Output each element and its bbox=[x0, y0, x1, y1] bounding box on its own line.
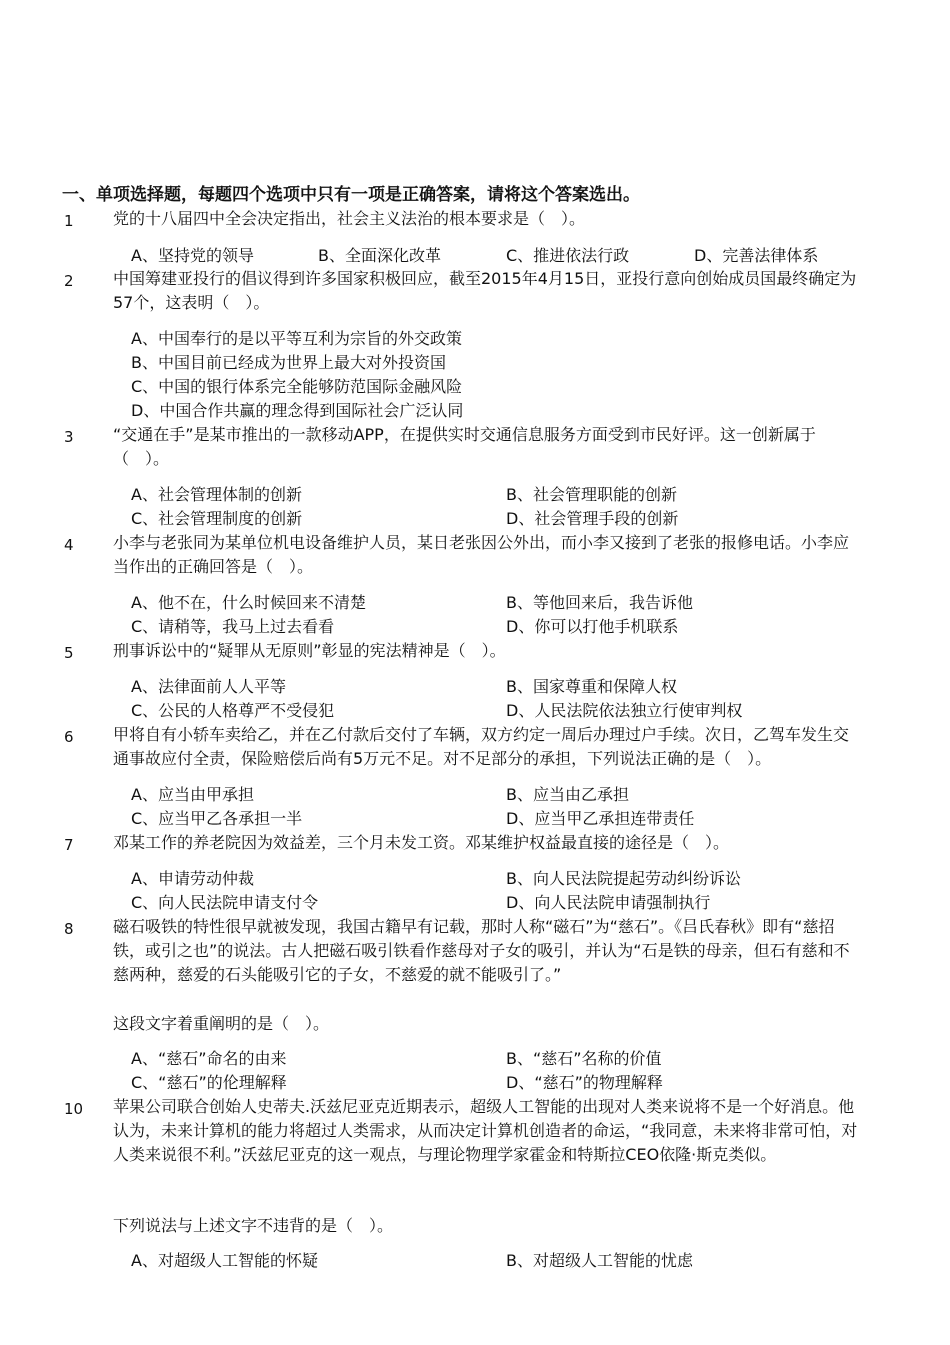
option: C、“慈石”的伦理解释 bbox=[131, 1073, 287, 1092]
option: B、社会管理职能的创新 bbox=[506, 485, 677, 504]
question-text: “交通在手”是某市推出的一款移动APP，在提供实时交通信息服务方面受到市民好评。这一创新属于（ ）。 bbox=[113, 425, 816, 468]
question-number: 2 bbox=[64, 272, 74, 290]
question-number: 7 bbox=[64, 836, 74, 854]
option: A、“慈石”命名的由来 bbox=[131, 1049, 287, 1068]
option: D、完善法律体系 bbox=[694, 246, 819, 265]
option: B、等他回来后，我告诉他 bbox=[506, 593, 693, 612]
question-text: 小李与老张同为某单位机电设备维护人员，某日老张因公外出，而小李又接到了老张的报修电话。小李应当作出的正确回答是（ ）。 bbox=[113, 533, 850, 576]
option: B、向人民法院提起劳动纠纷诉讼 bbox=[506, 869, 741, 888]
option: C、中国的银行体系完全能够防范国际金融风险 bbox=[131, 377, 463, 396]
option: A、应当由甲承担 bbox=[131, 785, 254, 804]
question-number: 5 bbox=[64, 644, 74, 662]
question-text: 甲将自有小轿车卖给乙，并在乙付款后交付了车辆，双方约定一周后办理过户手续。次日，乙驾车发生交通事故应付全责，保险赔偿后尚有5万元不足。对不足部分的承担，下列说法正确的是（ ）。 bbox=[113, 725, 850, 768]
option: B、全面深化改革 bbox=[318, 246, 441, 265]
option: C、请稍等，我马上过去看看 bbox=[131, 617, 335, 636]
option: C、应当甲乙各承担一半 bbox=[131, 809, 303, 828]
option: B、应当由乙承担 bbox=[506, 785, 629, 804]
option: A、法律面前人人平等 bbox=[131, 677, 286, 696]
question-number: 3 bbox=[64, 428, 74, 446]
question-prompt: 这段文字着重阐明的是（ ）。 bbox=[113, 1014, 330, 1033]
option: A、社会管理体制的创新 bbox=[131, 485, 302, 504]
option: D、人民法院依法独立行使审判权 bbox=[506, 701, 743, 720]
question-prompt: 下列说法与上述文字不违背的是（ ）。 bbox=[113, 1216, 394, 1235]
section-heading: 一、单项选择题，每题四个选项中只有一项是正确答案，请将这个答案选出。 bbox=[62, 185, 640, 205]
question-number: 10 bbox=[64, 1100, 84, 1118]
option: D、向人民法院申请强制执行 bbox=[506, 893, 711, 912]
option: A、他不在，什么时候回来不清楚 bbox=[131, 593, 366, 612]
option: B、对超级人工智能的忧虑 bbox=[506, 1251, 693, 1270]
question-number: 1 bbox=[64, 212, 74, 230]
option: A、对超级人工智能的怀疑 bbox=[131, 1251, 318, 1270]
question-number: 8 bbox=[64, 920, 74, 938]
question-text: 党的十八届四中全会决定指出，社会主义法治的根本要求是（ ）。 bbox=[113, 209, 586, 228]
option: C、向人民法院申请支付令 bbox=[131, 893, 319, 912]
question-number: 4 bbox=[64, 536, 74, 554]
option: D、你可以打他手机联系 bbox=[506, 617, 679, 636]
question-number: 6 bbox=[64, 728, 74, 746]
option: A、中国奉行的是以平等互利为宗旨的外交政策 bbox=[131, 329, 462, 348]
option: D、应当甲乙承担连带责任 bbox=[506, 809, 695, 828]
question-text: 刑事诉讼中的“疑罪从无原则”彰显的宪法精神是（ ）。 bbox=[113, 641, 506, 660]
option: B、国家尊重和保障人权 bbox=[506, 677, 677, 696]
option: B、中国目前已经成为世界上最大对外投资国 bbox=[131, 353, 446, 372]
option: D、“慈石”的物理解释 bbox=[506, 1073, 663, 1092]
option: B、“慈石”名称的价值 bbox=[506, 1049, 662, 1068]
question-text: 苹果公司联合创始人史蒂夫.沃兹尼亚克近期表示，超级人工智能的出现对人类来说将不是一个好消息。他认为，未来计算机的能力将超过人类需求，从而决定计算机创造者的命运，“我同意，未来将非常可怕，对人类来说很不利。”沃兹尼亚克的这一观点，与理论物理学家霍金和特斯拉CEO依隆·斯克类似。 bbox=[113, 1097, 858, 1164]
option: A、申请劳动仲裁 bbox=[131, 869, 254, 888]
option: D、中国合作共赢的理念得到国际社会广泛认同 bbox=[131, 401, 464, 420]
question-text: 中国筹建亚投行的倡议得到许多国家积极回应，截至2015年4月15日，亚投行意向创始成员国最终确定为57个，这表明（ ）。 bbox=[113, 269, 857, 312]
question-text: 磁石吸铁的特性很早就被发现，我国古籍早有记载，那时人称“磁石”为“慈石”。《吕氏春秋》即有“慈招铁，或引之也”的说法。古人把磁石吸引铁看作慈母对子女的吸引，并认为“石是铁的母亲，但石有慈和不慈两种，慈爱的石头能吸引它的子女，不慈爱的就不能吸引了。” bbox=[113, 917, 850, 984]
option: D、社会管理手段的创新 bbox=[506, 509, 679, 528]
option: C、公民的人格尊严不受侵犯 bbox=[131, 701, 335, 720]
option: C、社会管理制度的创新 bbox=[131, 509, 303, 528]
option: A、坚持党的领导 bbox=[131, 246, 254, 265]
question-text: 邓某工作的养老院因为效益差，三个月未发工资。邓某维护权益最直接的途径是（ ）。 bbox=[113, 833, 730, 852]
option: C、推进依法行政 bbox=[506, 246, 630, 265]
